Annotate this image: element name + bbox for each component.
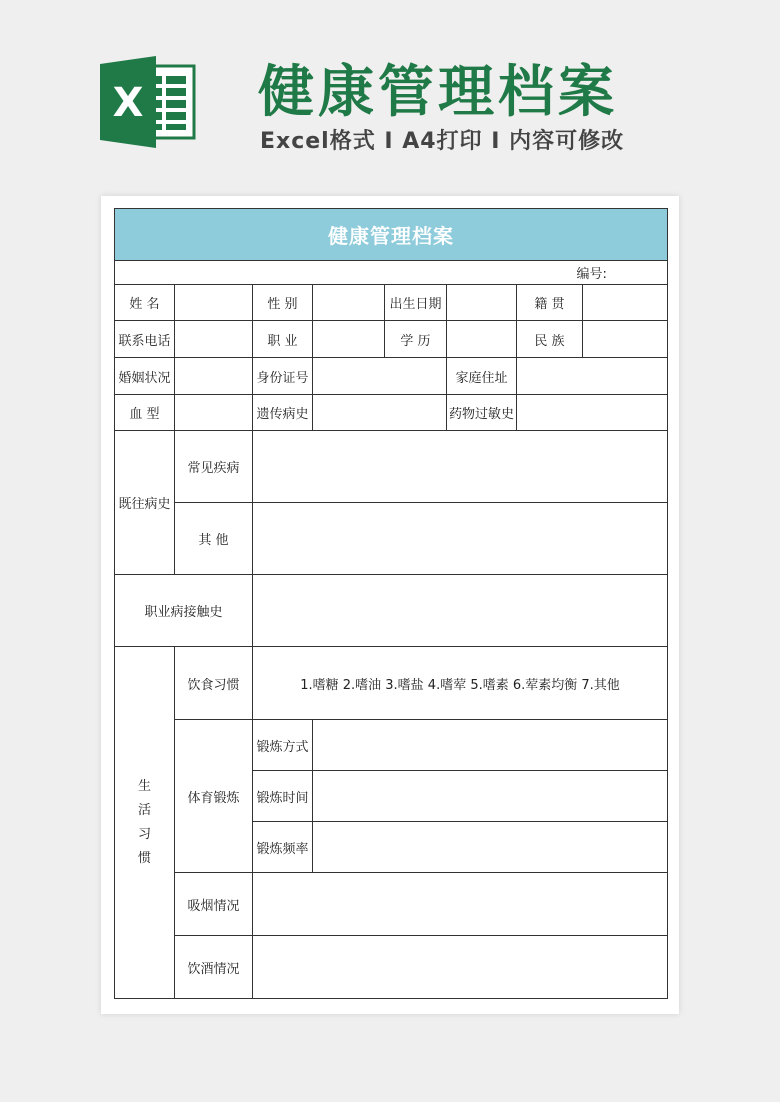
allergy-label: 药物过敏史 <box>447 395 517 431</box>
phone-field[interactable] <box>175 321 253 358</box>
other-history-field[interactable] <box>253 503 668 575</box>
name-field[interactable] <box>175 285 253 321</box>
job-label: 职 业 <box>253 321 313 358</box>
document-sheet <box>101 196 679 1014</box>
origin-field[interactable] <box>583 285 668 321</box>
origin-label: 籍 贯 <box>517 285 583 321</box>
other-history-label: 其 他 <box>175 503 253 575</box>
common-disease-field[interactable] <box>253 431 668 503</box>
id-number-field[interactable] <box>313 358 447 395</box>
occupational-label: 职业病接触史 <box>115 575 253 647</box>
ethnicity-field[interactable] <box>583 321 668 358</box>
job-field[interactable] <box>313 321 385 358</box>
blood-field[interactable] <box>175 395 253 431</box>
birth-field[interactable] <box>447 285 517 321</box>
phone-label: 联系电话 <box>115 321 175 358</box>
id-number-label: 身份证号 <box>253 358 313 395</box>
genetic-label: 遗传病史 <box>253 395 313 431</box>
lifestyle-label: 生 活 习 惯 <box>115 647 175 999</box>
name-label: 姓 名 <box>115 285 175 321</box>
smoking-field[interactable] <box>253 873 668 936</box>
drinking-label: 饮酒情况 <box>175 936 253 999</box>
blood-label: 血 型 <box>115 395 175 431</box>
exercise-method-label: 锻炼方式 <box>253 720 313 771</box>
address-field[interactable] <box>517 358 668 395</box>
excel-icon <box>100 56 198 152</box>
health-record-table <box>114 208 668 999</box>
gender-label: 性 别 <box>253 285 313 321</box>
banner <box>0 0 780 190</box>
genetic-field[interactable] <box>313 395 447 431</box>
exercise-time-field[interactable] <box>313 771 668 822</box>
exercise-time-label: 锻炼时间 <box>253 771 313 822</box>
birth-label: 出生日期 <box>385 285 447 321</box>
exercise-freq-field[interactable] <box>313 822 668 873</box>
page-title: 健康管理档案 <box>258 60 618 125</box>
gender-field[interactable] <box>313 285 385 321</box>
form-header: 健康管理档案 <box>115 209 668 261</box>
diet-label: 饮食习惯 <box>175 647 253 720</box>
education-field[interactable] <box>447 321 517 358</box>
marital-label: 婚姻状况 <box>115 358 175 395</box>
education-label: 学 历 <box>385 321 447 358</box>
exercise-label: 体育锻炼 <box>175 720 253 873</box>
marital-field[interactable] <box>175 358 253 395</box>
exercise-method-field[interactable] <box>313 720 668 771</box>
history-label: 既往病史 <box>115 431 175 575</box>
occupational-field[interactable] <box>253 575 668 647</box>
address-label: 家庭住址 <box>447 358 517 395</box>
diet-options[interactable]: 1.嗜糖 2.嗜油 3.嗜盐 4.嗜荤 5.嗜素 6.荤素均衡 7.其他 <box>253 647 668 720</box>
exercise-freq-label: 锻炼频率 <box>253 822 313 873</box>
allergy-field[interactable] <box>517 395 668 431</box>
ethnicity-label: 民 族 <box>517 321 583 358</box>
common-disease-label: 常见疾病 <box>175 431 253 503</box>
excel-icon-letter: X <box>112 80 144 126</box>
number-label: 编号: <box>517 261 668 285</box>
smoking-label: 吸烟情况 <box>175 873 253 936</box>
number-spacer <box>115 261 517 285</box>
drinking-field[interactable] <box>253 936 668 999</box>
page-subtitle: Excel格式 I A4打印 I 内容可修改 <box>260 129 625 154</box>
